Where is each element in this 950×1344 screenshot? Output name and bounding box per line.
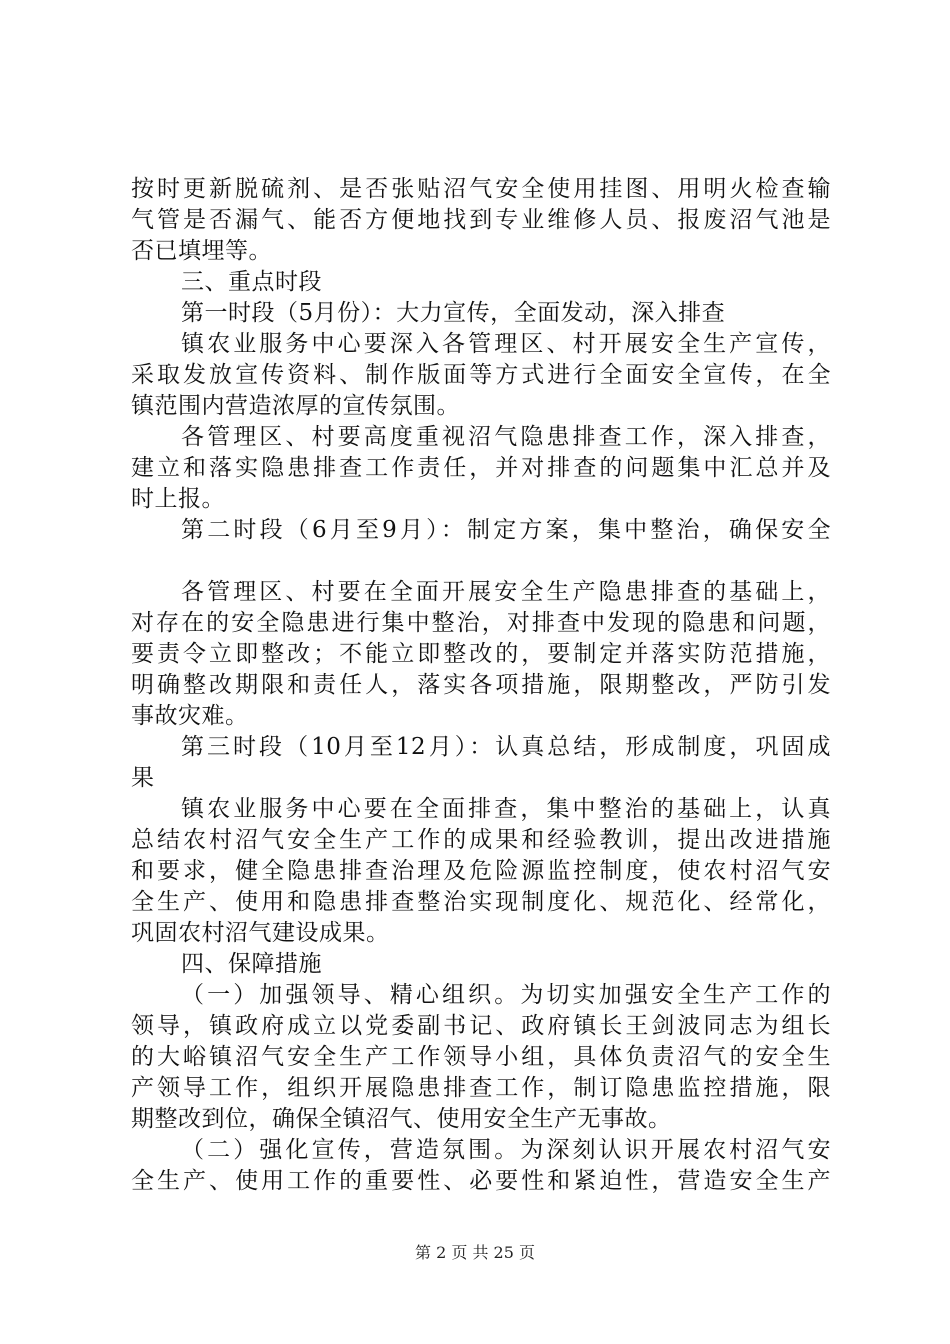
text-line: 三、重点时段 xyxy=(181,269,322,295)
page-footer: 第 2 页 共 25 页 xyxy=(415,1243,535,1262)
text-line: 各管理区、村要在全面开展安全生产隐患排查的基础上， xyxy=(181,579,831,605)
text-line: 领导，镇政府成立以党委副书记、政府镇长王剑波同志为组长 xyxy=(131,1013,831,1039)
text-line: 时上报。 xyxy=(131,486,225,512)
text-line: 对存在的安全隐患进行集中整治，对排查中发现的隐患和问题， xyxy=(131,610,831,636)
text-line: 产领导工作，组织开展隐患排查工作，制订隐患监控措施，限 xyxy=(131,1075,831,1101)
text-line: 镇范围内营造浓厚的宣传氛围。 xyxy=(131,393,460,419)
text-line: 四、保障措施 xyxy=(181,951,322,977)
text-line: 第三时段（10月至12月）：认真总结，形成制度，巩固成 xyxy=(181,734,831,760)
text-line: 气管是否漏气、能否方便地找到专业维修人员、报废沼气池是 xyxy=(131,207,831,233)
text-line: （二）强化宣传，营造氛围。为深刻认识开展农村沼气安 xyxy=(181,1137,831,1163)
text-line: 采取发放宣传资料、制作版面等方式进行全面安全宣传，在全 xyxy=(131,362,831,388)
text-line: 镇农业服务中心要在全面排查，集中整治的基础上，认真 xyxy=(181,796,831,822)
text-line: 全生产、使用和隐患排查整治实现制度化、规范化、经常化， xyxy=(131,889,831,915)
text-line: 建立和落实隐患排查工作责任，并对排查的问题集中汇总并及 xyxy=(131,455,831,481)
text-line: 事故灾难。 xyxy=(131,703,249,729)
text-line: 要责令立即整改；不能立即整改的，要制定并落实防范措施， xyxy=(131,641,831,667)
text-line: 的大峪镇沼气安全生产工作领导小组，具体负责沼气的安全生 xyxy=(131,1044,831,1070)
text-line: 明确整改期限和责任人，落实各项措施，限期整改，严防引发 xyxy=(131,672,831,698)
text-line: 巩固农村沼气建设成果。 xyxy=(131,920,390,946)
text-line: 各管理区、村要高度重视沼气隐患排查工作，深入排查， xyxy=(181,424,831,450)
text-line: 按时更新脱硫剂、是否张贴沼气安全使用挂图、用明火检查输 xyxy=(131,176,831,202)
text-line: 镇农业服务中心要深入各管理区、村开展安全生产宣传， xyxy=(181,331,831,357)
text-line: 全生产、使用工作的重要性、必要性和紧迫性，营造安全生产 xyxy=(131,1168,831,1194)
text-line: 期整改到位，确保全镇沼气、使用安全生产无事故。 xyxy=(131,1106,672,1132)
text-line: 总结农村沼气安全生产工作的成果和经验教训，提出改进措施 xyxy=(131,827,831,853)
document-body xyxy=(131,174,831,1197)
text-line: 第一时段（5月份）：大力宣传，全面发动，深入排查 xyxy=(181,300,726,326)
text-line: 第二时段（6月至9月）：制定方案，集中整治，确保安全 xyxy=(181,517,831,543)
blank-line xyxy=(131,546,831,577)
text-line: 果 xyxy=(131,765,155,791)
text-line: 否已填埋等。 xyxy=(131,238,272,264)
text-line: （一）加强领导、精心组织。为切实加强安全生产工作的 xyxy=(181,982,831,1008)
text-line: 和要求，健全隐患排查治理及危险源监控制度，使农村沼气安 xyxy=(131,858,831,884)
